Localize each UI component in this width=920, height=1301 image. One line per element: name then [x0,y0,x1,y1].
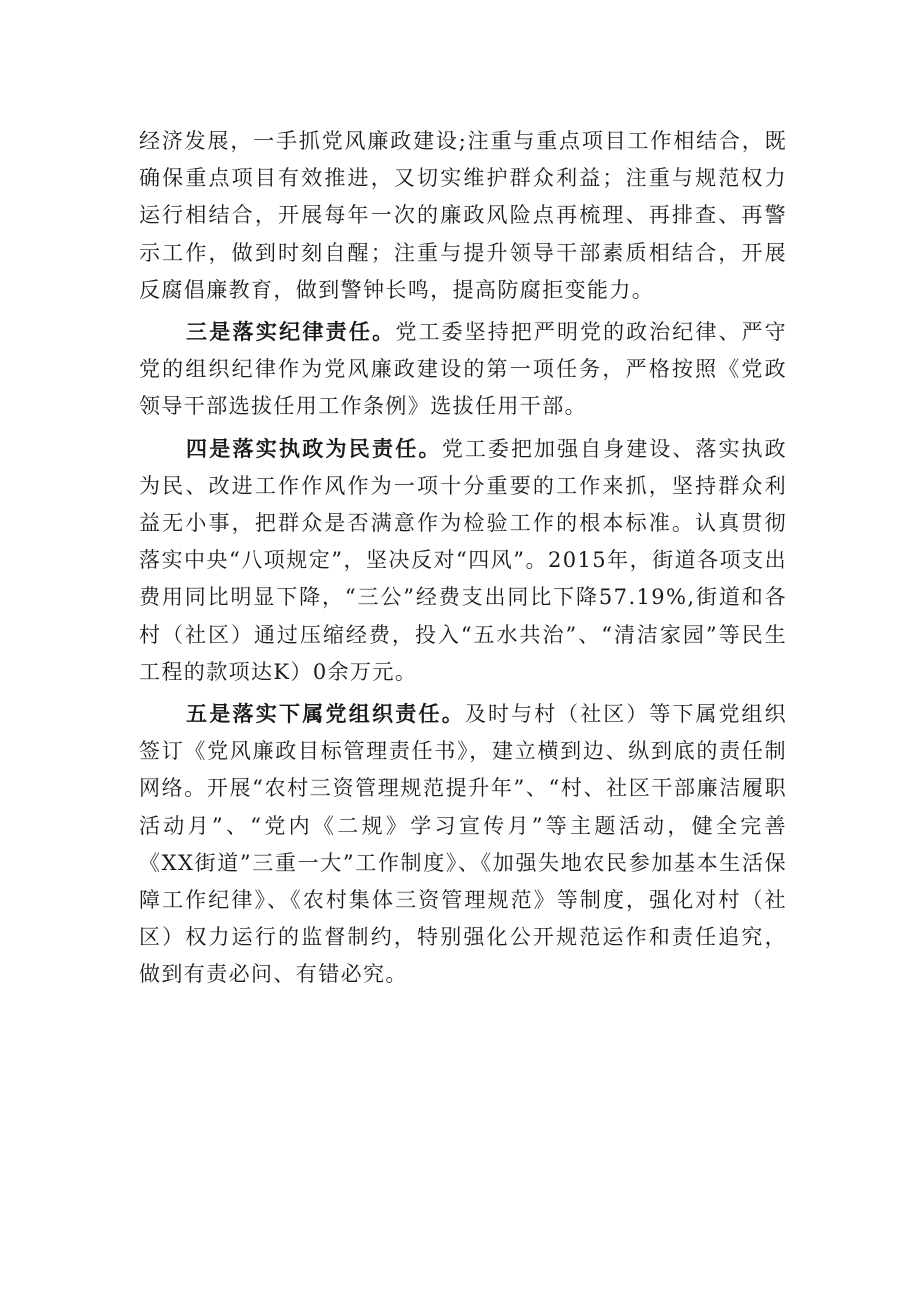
paragraph-discipline-responsibility [139,314,787,426]
paragraph-subordinate-responsibility [139,696,787,994]
paragraph-text: 党工委把加强自身建设、落实执政为民、改进工作作风作为一项十分重要的工作来抓，坚持群众利益无小事，把群众是否满意作为检验工作的根本标准。认真贯彻落实中央“八项规定”，坚决反对“四风”。2015年，街道各项支出费用同比明显下降，“三公”经费支出同比下降57.19%,街道和各村（社区）通过压缩经费，投入“五水共治”、“清洁家园”等民生工程的款项达K）0余万元。 [139,436,787,684]
paragraph-governance-responsibility [139,431,787,691]
paragraph-text: 党工委坚持把严明党的政治纪律、严守党的组织纪律作为党风廉政建设的第一项任务，严格按照《党政领导干部选拔任用工作条例》选拔任用干部。 [139,320,787,419]
paragraph-continuation [139,123,787,309]
document-body [139,123,787,994]
paragraph-heading: 五是落实下属党组织责任。 [186,702,465,727]
paragraph-heading: 三是落实纪律责任。 [186,320,396,345]
paragraph-text: 经济发展，一手抓党风廉政建设;注重与重点项目工作相结合，既确保重点项目有效推进，又切实维护群众利益；注重与规范权力运行相结合，开展每年一次的廉政风险点再梳理、再排查、再警示工作，做到时刻自醒；注重与提升领导干部素质相结合，开展反腐倡廉教育，做到警钟长鸣，提高防腐拒变能力。 [139,129,787,302]
paragraph-heading: 四是落实执政为民责任。 [186,436,442,461]
paragraph-text: 及时与村（社区）等下属党组织签订《党风廉政目标管理责任书》，建立横到边、纵到底的责任制网络。开展“农村三资管理规范提升年”、“村、社区干部廉洁履职活动月”、“党内《二规》学习宣传月”等主题活动，健全完善《XX街道”三重一大”工作制度》、《加强失地农民参加基本生活保障工作纪律》、《农村集体三资管理规范》等制度，强化对村（社区）权力运行的监督制约，特别强化公开规范运作和责任追究，做到有责必问、有错必究。 [139,702,787,987]
